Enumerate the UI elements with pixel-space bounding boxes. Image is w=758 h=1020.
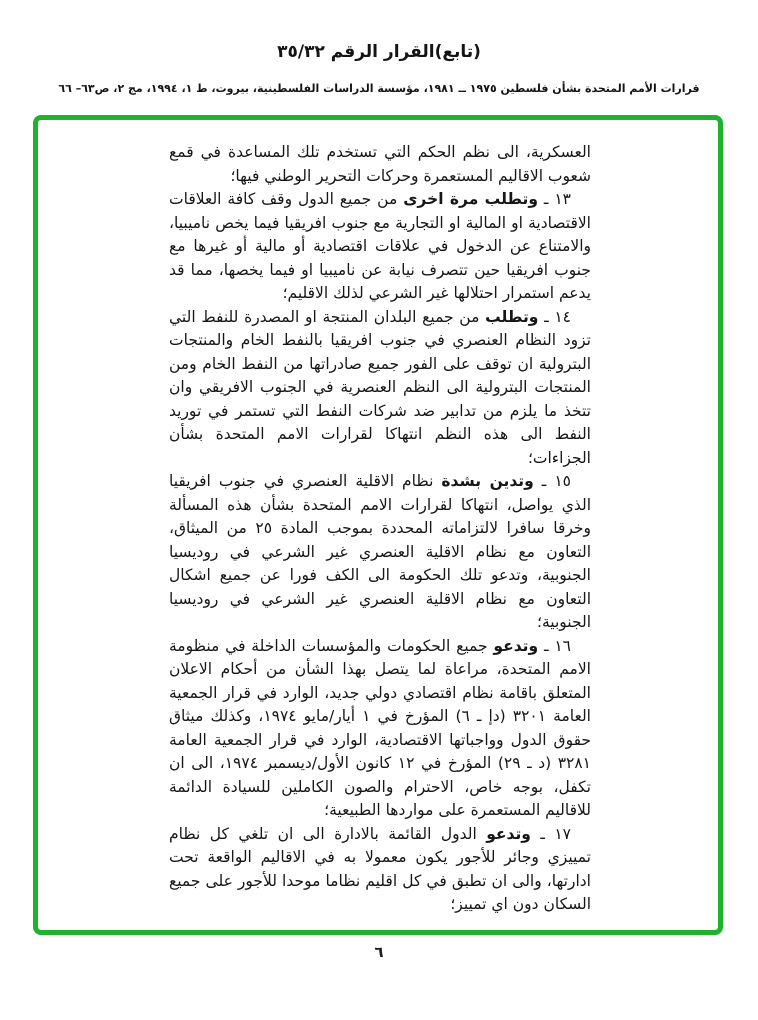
document-paragraph <box>169 635 591 823</box>
paragraph-text: ١٧ ـ <box>530 824 571 843</box>
document-paragraph <box>169 141 591 188</box>
paragraph-text: من جميع الدول وقف كافة العلاقات الاقتصادية او المالية او التجارية مع جنوب افريقيا فيما يخص ناميبيا، والامتناع عن الدخول في علاقات اقتصادية أو مالية أو غيرها مع جنوب افريقيا حين تتصرف نيابة عن ناميبيا او فيما يخصها، مما قد يدعم استمرار احتلالها غير الشرعي لذلك الاقليم؛ <box>169 190 591 302</box>
paragraph-text: نظام الاقلية العنصري في جنوب افريقيا الذي يواصل، انتهاكا لقرارات الامم المتحدة بشأن هذه المسألة وخرقا سافرا لالتزاماته المحددة بموجب المادة ٢٥ من الميثاق، التعاون مع نظام الاقلية العنصري غير الشرعي في روديسيا الجنوبية، وتدعو تلك الحكومة الى الكف فورا عن جميع اشكال التعاون مع نظام الاقلية العنصري غير الشرعي في روديسيا الجنوبية؛ <box>169 472 591 631</box>
paragraph-text: ١٣ ـ <box>537 190 571 208</box>
document-text <box>169 141 591 917</box>
paragraph-bold-lead: وتطلب <box>485 307 539 326</box>
paragraph-text: من جميع البلدان المنتجة او المصدرة للنفط التي تزود النظام العنصري في جنوب افريقيا بالنفط الخام والمنتجات البترولية ان توقف على الفور جميع صادراتها من النفط الخام ومن المنتجات البترولية الى النظم العنصرية في الجنوب الافريقي وان تتخذ ما يلزم من تدابير ضد شركات النفط التي تستمر في توريد النفط الى هذه النظم انتهاكا لقرارات الامم المتحدة بشأن الجزاءات؛ <box>169 307 591 467</box>
paragraph-text: العسكرية، الى نظم الحكم التي تستخدم تلك المساعدة في قمع شعوب الاقاليم المستعمرة وحركات التحرير الوطني فيها؛ <box>169 143 591 185</box>
document-paragraph <box>169 823 591 917</box>
page-number: ٦ <box>374 943 384 961</box>
document-paragraph <box>169 470 591 635</box>
document-paragraph <box>169 188 591 306</box>
source-citation-line: قرارات الأمم المتحدة بشأن فلسطين ١٩٧٥ ــ ١٩٨١، مؤسسة الدراسات الفلسطينية، بيروت، ط ١، ١٩٩٤، مج ٢، ص٦٣– ٦٦ <box>58 82 700 95</box>
resolution-title: (تابع)القرار الرقم ٣٥/٣٢ <box>277 42 481 62</box>
paragraph-bold-lead: وتطلب مرة اخرى <box>403 190 538 208</box>
paragraph-bold-lead: وتدين بشدة <box>441 472 534 490</box>
paragraph-text: ١٦ ـ <box>538 636 571 655</box>
paragraph-text: ١٥ ـ <box>533 472 571 490</box>
paragraph-text: جميع الحكومات والمؤسسات الداخلة في منظومة الامم المتحدة، مراعاة لما يتصل بهذا الشأن من أحكام الاعلان المتعلق باقامة نظام اقتصادي دولي جديد، الوارد في قرار الجمعية العامة ٣٢٠١ (دإ ـ ٦) المؤرخ في ١ أيار/مايو ١٩٧٤، وكذلك ميثاق حقوق الدول وواجباتها الاقتصادية، الوارد في قرار الجمعية العامة ٣٢٨١ (د ـ ٢٩) المؤرخ في ١٢ كانون الأول/ديسمبر ١٩٧٤، الى ان تكفل، بوجه خاص، الاحترام والصون الكاملين للسيادة الدائمة للاقاليم المستعمرة على مواردها الطبيعية؛ <box>169 636 591 819</box>
paragraph-bold-lead: وتدعو <box>493 636 539 655</box>
paragraph-bold-lead: وتدعو <box>486 824 531 843</box>
document-paragraph <box>169 306 591 471</box>
paragraph-text: الدول القائمة بالادارة الى ان تلغي كل نظام تمييزي وجائر للأجور يكون معمولا به في الاقاليم الواقعة تحت ادارتها، والى ان تطبق في كل اقليم نظاما موحدا للأجور على جميع السكان دون اي تمييز؛ <box>169 824 591 913</box>
paragraph-text: ١٤ ـ <box>538 307 571 326</box>
